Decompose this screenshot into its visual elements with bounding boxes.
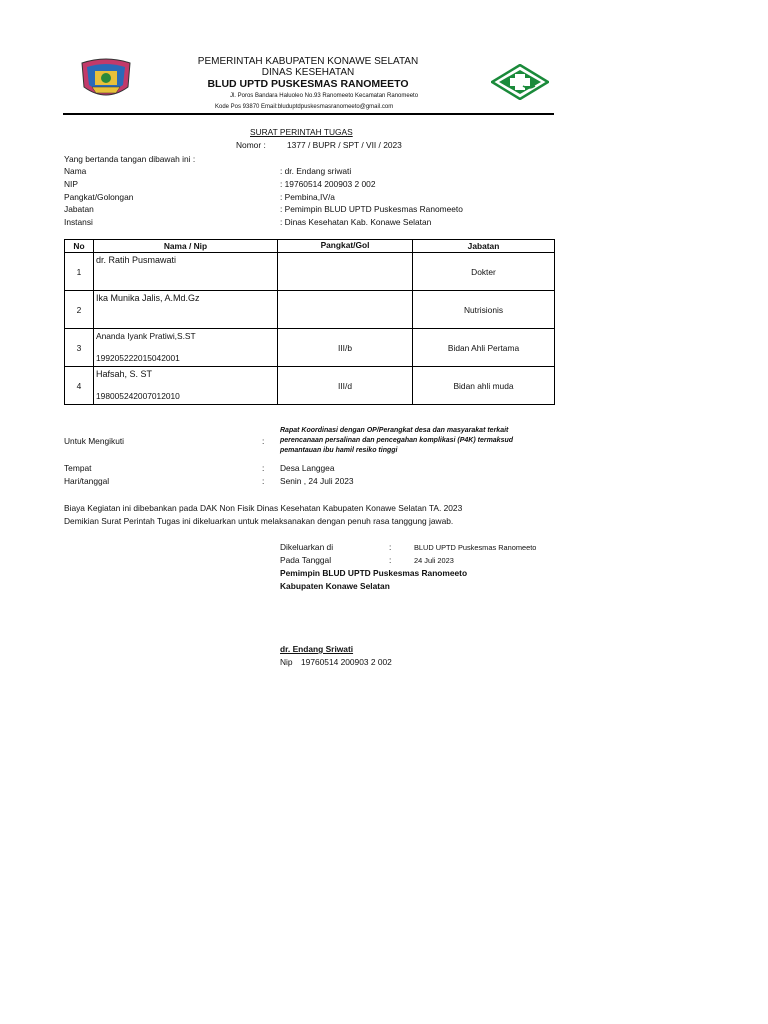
col-header-no: No [65, 240, 94, 253]
issued-date-colon: : [389, 555, 392, 565]
table-header-row [65, 240, 555, 253]
signer-signature-name: dr. Endang Sriwati [280, 644, 354, 654]
row-nip: 199205222015042001 [96, 353, 180, 363]
signer-nip-label-bottom: Nip [280, 657, 293, 667]
issued-at-label: Dikeluarkan di [280, 542, 334, 552]
signer-nip-value: : 19760514 200903 2 002 [280, 179, 376, 189]
table-row [65, 367, 555, 405]
signer-rank-label: Pangkat/Golongan [64, 192, 134, 202]
purpose-line-2: perencanaan persalinan dan pencegahan komplikasi (P4K) termaksud [280, 437, 514, 444]
signer-intro: Yang bertanda tangan dibawah ini : [64, 154, 196, 164]
purpose-label: Untuk Mengikuti [64, 436, 125, 446]
row-name-cell [94, 253, 278, 291]
place-label: Tempat [64, 463, 92, 473]
date-label: Hari/tanggal [64, 476, 110, 486]
header-contact: Kode Pos 93870 Email:bluduptdpuskesmasranomeeto@gmail.com [215, 104, 394, 110]
signer-position-value: : Pemimpin BLUD UPTD Puskesmas Ranomeeto [280, 204, 463, 214]
row-no: 2 [65, 291, 94, 329]
issued-date-label: Pada Tanggal [280, 555, 332, 565]
members-table [64, 239, 555, 405]
row-position: Bidan Ahli Pertama [413, 329, 555, 367]
place-value: Desa Langgea [280, 463, 335, 473]
signer-position-label: Jabatan [64, 204, 94, 214]
signer-name-label: Nama [64, 166, 87, 176]
puskesmas-cross-icon [491, 64, 549, 100]
row-position: Dokter [413, 253, 555, 291]
signer-nip-label: NIP [64, 179, 78, 189]
row-rank: III/b [278, 329, 413, 367]
date-value: Senin , 24 Juli 2023 [280, 476, 354, 486]
row-nip: 198005242007012010 [96, 391, 180, 401]
col-header-rank: Pangkat/Gol [278, 240, 413, 253]
signer-name-value: : dr. Endang sriwati [280, 166, 352, 176]
row-no: 4 [65, 367, 94, 405]
row-name-cell [94, 367, 278, 405]
issuer-position: Pemimpin BLUD UPTD Puskesmas Ranomeeto [280, 568, 468, 578]
row-rank: III/d [278, 367, 413, 405]
col-header-position: Jabatan [413, 240, 555, 253]
issued-at-value: BLUD UPTD Puskesmas Ranomeeto [414, 543, 537, 552]
header-government: PEMERINTAH KABUPATEN KONAWE SELATAN [197, 56, 419, 67]
issued-at-colon: : [389, 542, 392, 552]
closing-note: Demikian Surat Perintah Tugas ini dikeluarkan untuk melaksanakan dengan penuh rasa tanggung jawab. [64, 516, 454, 526]
row-name: Ika Munika Jalis, A.Md.Gz [96, 293, 200, 303]
header-department: DINAS KESEHATAN [261, 67, 355, 78]
signer-agency-value: : Dinas Kesehatan Kab. Konawe Selatan [280, 217, 432, 227]
document-title: SURAT PERINTAH TUGAS [250, 127, 353, 137]
table-row [65, 291, 555, 329]
signer-agency-label: Instansi [64, 217, 93, 227]
row-no: 1 [65, 253, 94, 291]
row-position: Nutrisionis [413, 291, 555, 329]
header-institution: BLUD UPTD PUSKESMAS RANOMEETO [207, 78, 409, 90]
row-name-cell [94, 329, 278, 367]
signer-rank-value: : Pembina,IV/a [280, 192, 335, 202]
row-position: Bidan ahli muda [413, 367, 555, 405]
row-name: Ananda Iyank Pratiwi,S.ST [96, 331, 196, 341]
row-name: dr. Ratih Pusmawati [96, 255, 177, 265]
row-rank [278, 253, 413, 291]
row-rank [278, 291, 413, 329]
header-address: Jl. Poros Bandara Haluoleo No.93 Ranomeeto Kecamatan Ranomeeto [229, 93, 419, 99]
date-colon: : [262, 476, 265, 486]
funding-note: Biaya Kegiatan ini dibebankan pada DAK Non Fisik Dinas Kesehatan Kabupaten Konawe Selatan TA. 2023 [64, 503, 463, 513]
header-divider [63, 113, 554, 115]
purpose-colon: : [262, 436, 265, 446]
nomor-label: Nomor : [236, 140, 266, 150]
issued-date-value: 24 Juli 2023 [414, 556, 454, 565]
place-colon: : [262, 463, 265, 473]
issuer-regency: Kabupaten Konawe Selatan [280, 581, 390, 591]
row-name-cell [94, 291, 278, 329]
col-header-name: Nama / Nip [94, 240, 278, 253]
table-row [65, 253, 555, 291]
table-row [65, 329, 555, 367]
purpose-line-1: Rapat Koordinasi dengan OP/Perangkat desa dan masyarakat terkait [280, 427, 509, 434]
nomor-value: 1377 / BUPR / SPT / VII / 2023 [287, 140, 402, 150]
signer-nip-value-bottom: 19760514 200903 2 002 [301, 657, 392, 667]
purpose-line-3: pemantauan ibu hamil resiko tinggi [280, 447, 398, 454]
row-name: Hafsah, S. ST [96, 369, 153, 379]
row-no: 3 [65, 329, 94, 367]
